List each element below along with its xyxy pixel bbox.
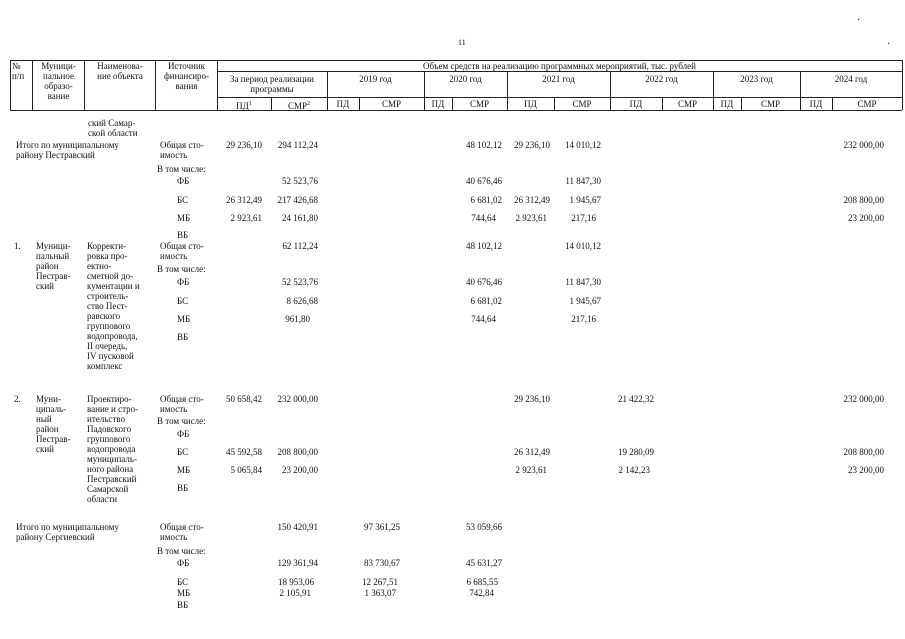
source-total-cost: Общая сто- имость bbox=[160, 140, 204, 160]
header-pd: ПД bbox=[809, 99, 823, 109]
cell-value: 18 953,06 bbox=[278, 577, 314, 587]
cell-value: 6 681,02 bbox=[470, 195, 502, 205]
cell-value: 129 361,94 bbox=[277, 558, 318, 568]
cell-value: 217,16 bbox=[571, 213, 596, 223]
header-smr: СМР bbox=[572, 99, 592, 109]
header-pd: ПД bbox=[431, 99, 445, 109]
header-pd: ПД bbox=[720, 99, 734, 109]
header-year-2021: 2021 год bbox=[542, 74, 575, 84]
cell-value: 208 800,00 bbox=[843, 447, 884, 457]
cell-value: 2 923,61 bbox=[515, 213, 547, 223]
header-smr: СМР bbox=[469, 99, 489, 109]
header-source: Источник финансиро- вания bbox=[163, 61, 210, 91]
header-object-name: Наименова- ние объекта bbox=[97, 61, 143, 81]
cell-value: 744,64 bbox=[471, 213, 496, 223]
source-total-cost: Общая сто- имость bbox=[160, 394, 204, 414]
source-vb: ВБ bbox=[177, 230, 189, 240]
source-bs: БС bbox=[177, 296, 189, 306]
cell-value: 14 010,12 bbox=[565, 140, 601, 150]
cell-value: 232 000,00 bbox=[277, 394, 318, 404]
row2-object-name: Проектиро- вание и стро- ительство Падовского группового водопровода муниципаль- ного района Пестравский Самарской области bbox=[87, 394, 139, 504]
header-year-2019: 2019 год bbox=[359, 74, 392, 84]
header-volume: Объем средств на реализацию программных мероприятий, тыс. рублей bbox=[423, 61, 696, 71]
cell-value: 742,84 bbox=[469, 588, 494, 598]
cell-value: 23 200,00 bbox=[848, 465, 884, 475]
source-including: В том числе: bbox=[157, 164, 206, 174]
cell-value: 294 112,24 bbox=[277, 140, 318, 150]
cell-value: 40 676,46 bbox=[466, 176, 502, 186]
row-number: 2. bbox=[14, 394, 21, 404]
cell-value: 50 658,42 bbox=[226, 394, 262, 404]
cell-value: 52 523,76 bbox=[282, 176, 318, 186]
row1-object-name: Корректи- ровка про- ектно- сметной до- кументации и строитель- ство Пест- равского группового водопровода, II очередь, IV пусковой комплекс bbox=[87, 241, 140, 371]
cell-value: 24 161,80 bbox=[282, 213, 318, 223]
source-vb: ВБ bbox=[177, 332, 189, 342]
cell-value: 8 626,68 bbox=[286, 296, 318, 306]
cell-value: 6 681,02 bbox=[470, 296, 502, 306]
source-mb: МБ bbox=[177, 213, 191, 223]
cell-value: 52 523,76 bbox=[282, 277, 318, 287]
cell-value: 208 800,00 bbox=[277, 447, 318, 457]
header-year-2022: 2022 год bbox=[645, 74, 678, 84]
cell-value: 21 422,32 bbox=[618, 394, 654, 404]
total-sergievsky-label: Итого по муниципальному району Сергиевский bbox=[16, 522, 119, 542]
row-number: 1. bbox=[14, 241, 21, 251]
cell-value: 208 800,00 bbox=[843, 195, 884, 205]
cell-value: 62 112,24 bbox=[282, 241, 318, 251]
header-smr: СМР bbox=[857, 99, 877, 109]
header-pd: ПД bbox=[336, 99, 350, 109]
scan-dot: · bbox=[857, 15, 861, 26]
cell-value: 217 426,68 bbox=[277, 195, 318, 205]
row2-municipality: Муни- ципаль- ный район Пестрав- ский bbox=[36, 394, 71, 454]
cell-value: 29 236,10 bbox=[514, 394, 550, 404]
cell-value: 26 312,49 bbox=[226, 195, 262, 205]
cell-value: 26 312,49 bbox=[514, 195, 550, 205]
source-vb: ВБ bbox=[177, 483, 189, 493]
cell-value: 48 102,12 bbox=[466, 140, 502, 150]
row1-municipality: Муници- пальный район Пестрав- ский bbox=[36, 241, 71, 291]
cell-value: 744,64 bbox=[471, 314, 496, 324]
header-smr: СМР bbox=[381, 99, 401, 109]
cell-value: 1 945,67 bbox=[569, 296, 601, 306]
cell-value: 2 923,61 bbox=[515, 465, 547, 475]
cell-value: 53 059,66 bbox=[466, 522, 502, 532]
header-smr: СМР bbox=[677, 99, 697, 109]
header-no: № п/п bbox=[12, 61, 25, 81]
cell-value: 97 361,25 bbox=[364, 522, 400, 532]
cell-value: 6 685,55 bbox=[466, 577, 498, 587]
cell-value: 45 592,58 bbox=[226, 447, 262, 457]
cell-value: 83 730,67 bbox=[364, 558, 400, 568]
cell-value: 2 142,23 bbox=[618, 465, 650, 475]
cell-value: 2 923,61 bbox=[230, 213, 262, 223]
cell-value: 1 945,67 bbox=[569, 195, 601, 205]
header-pd: ПД bbox=[524, 99, 537, 109]
cell-value: 23 200,00 bbox=[282, 465, 318, 475]
header-municipality: Муници- пальное образо- вание bbox=[41, 61, 76, 101]
cell-value: 11 847,30 bbox=[565, 176, 601, 186]
source-mb: МБ bbox=[177, 465, 191, 475]
cell-value: 150 420,91 bbox=[277, 522, 318, 532]
source-vb: ВБ bbox=[177, 600, 189, 610]
scan-dot: · bbox=[887, 39, 891, 50]
cell-value: 232 000,00 bbox=[843, 394, 884, 404]
total-pestravsky-label: Итого по муниципальному району Пестравский bbox=[16, 140, 119, 160]
cell-value: 45 631,27 bbox=[466, 558, 502, 568]
cell-value: 14 010,12 bbox=[565, 241, 601, 251]
header-year-2024: 2024 год bbox=[834, 74, 868, 84]
header-smr: СМР bbox=[760, 99, 780, 109]
source-bs: БС bbox=[177, 195, 189, 205]
source-including: В том числе: bbox=[157, 416, 206, 426]
header-year-2023: 2023 год bbox=[740, 74, 773, 84]
source-fb: ФБ bbox=[177, 176, 190, 186]
header-pd: ПД bbox=[629, 99, 643, 109]
source-mb: МБ bbox=[177, 588, 191, 598]
cell-value: 11 847,30 bbox=[565, 277, 601, 287]
cell-value: 48 102,12 bbox=[466, 241, 502, 251]
cell-value: 2 105,91 bbox=[279, 588, 311, 598]
source-mb: МБ bbox=[177, 314, 191, 324]
cell-value: 1 363,07 bbox=[364, 588, 396, 598]
source-fb: ФБ bbox=[177, 429, 190, 439]
cell-value: 40 676,46 bbox=[466, 277, 502, 287]
cell-value: 29 236,10 bbox=[226, 140, 262, 150]
header-period: За период реализации программы bbox=[230, 74, 314, 94]
cell-value: 961,80 bbox=[285, 314, 310, 324]
source-fb: ФБ bbox=[177, 277, 190, 287]
source-bs: БС bbox=[177, 577, 189, 587]
header-smr-period: СМР$^2$ bbox=[287, 101, 310, 111]
cell-value: 29 236,10 bbox=[514, 140, 550, 150]
source-including: В том числе: bbox=[157, 264, 206, 274]
cell-value: 26 312,49 bbox=[514, 447, 550, 457]
header-pd-period: $ПД^1$ bbox=[236, 101, 252, 111]
cell-value: 217,16 bbox=[571, 314, 596, 324]
cell-value: 5 065,84 bbox=[230, 465, 262, 475]
cell-value: 19 280,09 bbox=[618, 447, 654, 457]
cell-value: 12 267,51 bbox=[362, 577, 398, 587]
source-total-cost: Общая сто- имость bbox=[160, 241, 204, 261]
prev-object-tail: ский Самар- ской области bbox=[88, 118, 138, 138]
page-number: 11 bbox=[458, 38, 466, 47]
header-year-2020: 2020 год bbox=[449, 74, 482, 84]
cell-value: 23 200,00 bbox=[848, 213, 884, 223]
cell-value: 232 000,00 bbox=[843, 140, 884, 150]
source-total-cost: Общая сто- имость bbox=[160, 522, 204, 542]
source-including: В том числе: bbox=[157, 546, 206, 556]
source-fb: ФБ bbox=[177, 558, 190, 568]
source-bs: БС bbox=[177, 447, 189, 457]
